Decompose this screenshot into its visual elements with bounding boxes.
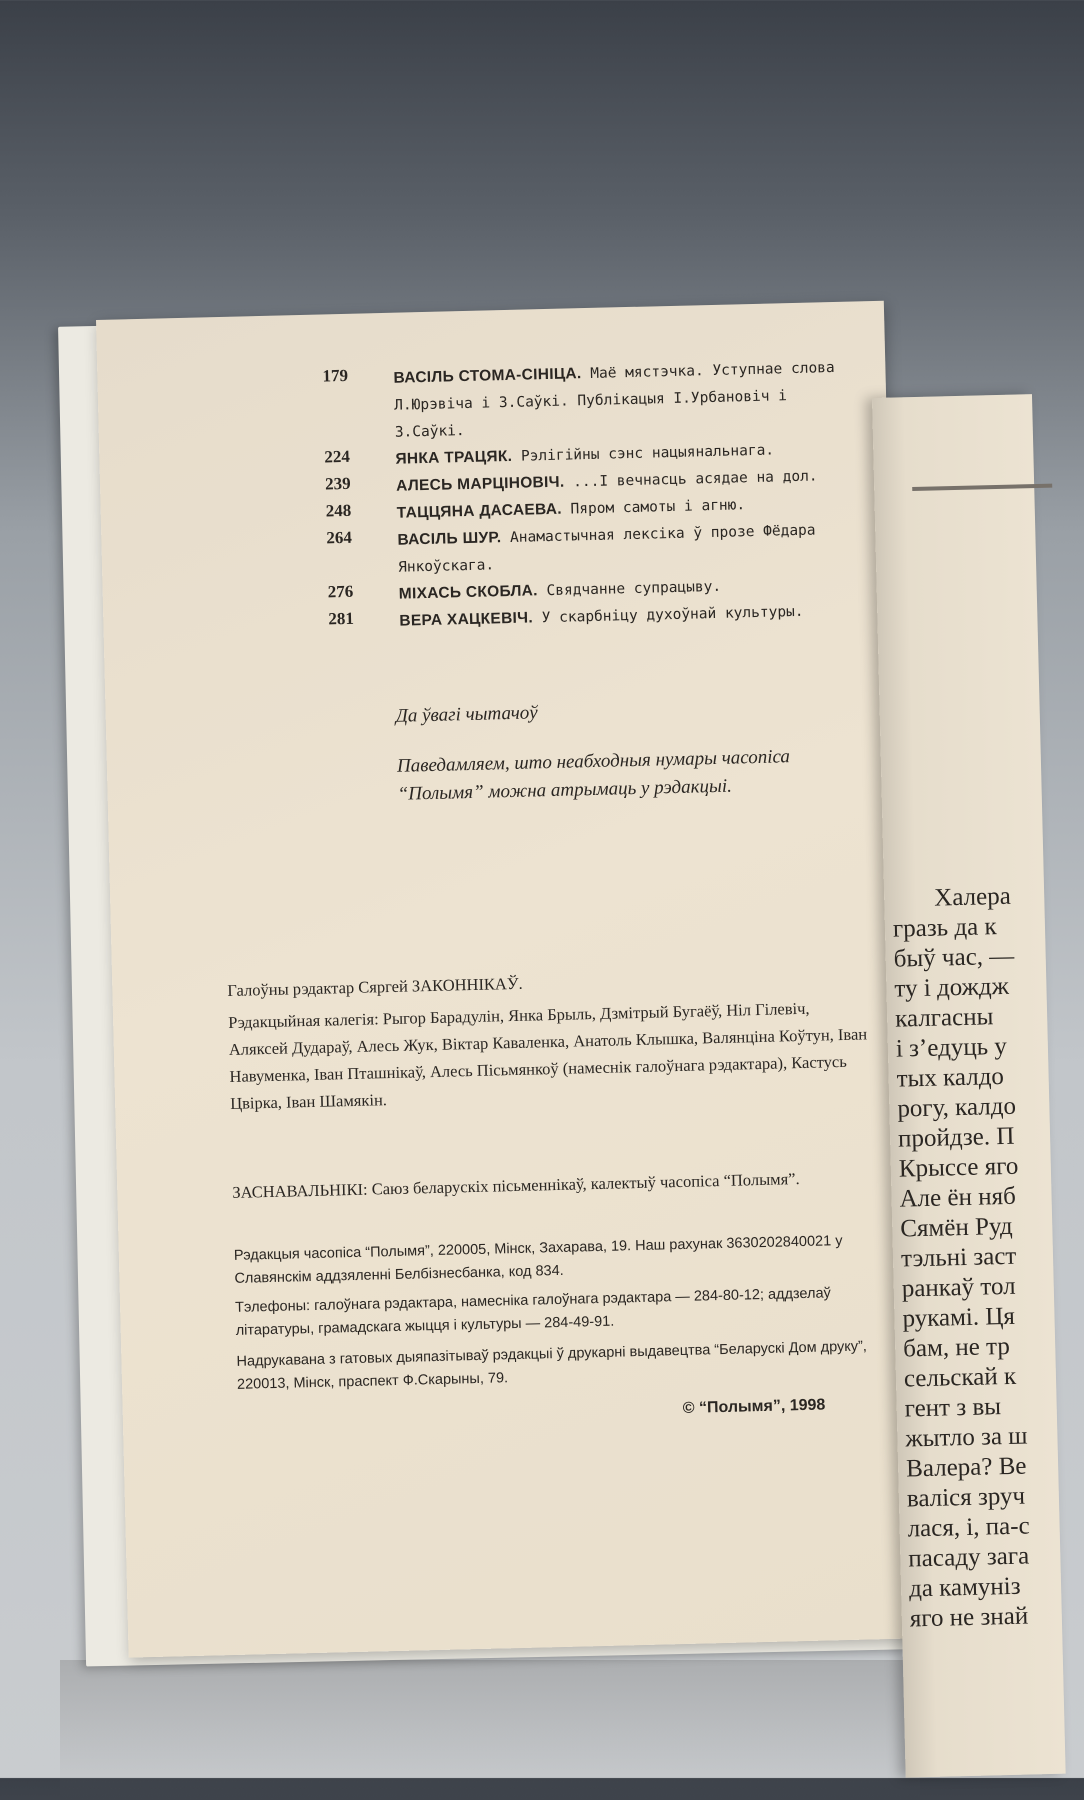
text-line: Халера: [933, 882, 1012, 912]
text-line: ранкаў тол: [901, 1272, 1016, 1303]
toc-title: У скарбніцу духоўнай культуры.: [541, 603, 804, 627]
toc-page-number: 179: [322, 365, 349, 386]
toc-author: ЯНКА ТРАЦЯК.: [395, 447, 513, 468]
right-page: [872, 394, 1066, 1777]
text-line: гразь да к: [892, 913, 997, 943]
text-line: ту і дождж: [894, 972, 1010, 1003]
toc-page-number: 264: [326, 527, 353, 548]
copyright: © “Полымя”, 1998: [682, 1396, 826, 1417]
text-line: калгасны: [894, 1003, 994, 1033]
desk-shadow: [60, 1660, 920, 1800]
toc-author: АЛЕСЬ МАРЦІНОВІЧ.: [395, 473, 565, 495]
toc-author: ВАСІЛЬ СТОМА-СІНІЦА.: [393, 365, 582, 387]
text-line: быў час, —: [893, 942, 1015, 973]
toc-author: ВАСІЛЬ ШУР.: [397, 529, 502, 549]
toc-title: Свядчанне супрацыву.: [546, 578, 722, 600]
toc-text: [393, 354, 845, 447]
toc-title: Анамастычная лексіка ў прозе Фёдара Янкоўскага.: [397, 522, 816, 576]
text-line: да камуніз: [908, 1572, 1021, 1603]
toc-author: ВЕРА ХАЦКЕВІЧ.: [399, 609, 534, 630]
text-line: бам, не тр: [902, 1332, 1011, 1363]
text-line: гент з вы: [904, 1393, 1002, 1423]
text-line: жытло за ш: [905, 1422, 1028, 1453]
text-line: рукамі. Ця: [902, 1302, 1016, 1333]
toc-page-number: 276: [327, 581, 354, 602]
toc-title: ...І вечнасць асядае на дол.: [573, 468, 818, 491]
divider: [912, 484, 1052, 491]
editorial-address: Рэдакцыя часопіса “Полымя”, 220005, Мінск, Захарава, 19. Наш рахунак 3630202840021 у Славянскім аддзяленні Белбізнесбанка, код 834.: [233, 1233, 843, 1287]
text-line: тых калдо: [896, 1062, 1005, 1093]
text-line: Крыссе яго: [898, 1152, 1019, 1183]
printing-info: Надрукавана з гатовых дыяпазітываў рэдакцыі ў друкарні выдавецтва “Беларускі Дом друку”, 220013, Мінск, праспект Ф.Скарыны, 79.: [236, 1338, 868, 1393]
toc-entry: [97, 353, 885, 441]
text-line: тэльні заст: [900, 1242, 1017, 1273]
notice-body: Паведамляем, што неабходныя нумары часопіса “Полымя” можна атрымаць у рэдакцыі.: [396, 746, 791, 805]
text-line: Але ён няб: [899, 1182, 1017, 1213]
toc-page-number: 224: [324, 446, 351, 467]
toc-author: МІХАСЬ СКОБЛА.: [398, 582, 539, 603]
text-line: яго не знай: [909, 1602, 1029, 1633]
text-line: рогу, калдо: [897, 1092, 1017, 1123]
text-line: Сямён Руд: [899, 1212, 1013, 1243]
toc-author: ТАЦЦЯНА ДАСАЕВА.: [396, 500, 563, 522]
text-line: сельскай к: [903, 1362, 1017, 1393]
phones: Тэлефоны: галоўнага рэдактара, намесніка галоўнага рэдактара — 284-80-12; аддзелаў літаратуры, грамадскага жыцця і культуры — 284-49-91.: [234, 1285, 831, 1339]
text-line: Валера? Ве: [905, 1452, 1027, 1483]
toc-page-number: 281: [328, 608, 355, 629]
chief-editor: Галоўны рэдактар Сяргей ЗАКОННІКАЎ.: [227, 973, 523, 1000]
founders: ЗАСНАВАЛЬНІКІ: Саюз беларускіх пісьменнікаў, калектыў часопіса “Полымя”.: [232, 1169, 800, 1202]
text-line: лася, і, па-с: [907, 1512, 1030, 1543]
text-line: пройдзе. П: [897, 1122, 1015, 1153]
editorial-board: Рэдакцыйная калегія: Рыгор Барадулін, Янка Брыль, Дзмітрый Бугаёў, Ніл Гілевіч, Аляксей Дудараў, Алесь Жук, Віктар Каваленка, Анатоль Клышка, Валянціна Коўтун, Іван Навуменка, Іван Пташнікаў, Алесь Пісьмянкоў (намеснік галоўнага рэдактара), Кастусь Цвірка, Іван Шамякін.: [227, 998, 868, 1113]
toc-page-number: 239: [324, 473, 351, 494]
toc-page-number: 248: [325, 500, 352, 521]
toc-title: Рэлігійны сэнс нацыянальнага.: [520, 442, 775, 465]
notice-heading: Да ўвагі чытачоў: [395, 702, 538, 727]
text-line: валіся зруч: [906, 1482, 1026, 1513]
left-page: [96, 301, 916, 1658]
text-line: і з’едуць у: [895, 1032, 1008, 1063]
toc-title: Пяром самоты і агню.: [570, 497, 746, 518]
text-line: пасаду зага: [908, 1542, 1030, 1573]
toc-title: Маё мястэчка. Уступнае слова Л.Юрэвіча і З.Саўкі. Публікацыя І.Урбановіч і З.Саўкі.: [393, 359, 835, 441]
